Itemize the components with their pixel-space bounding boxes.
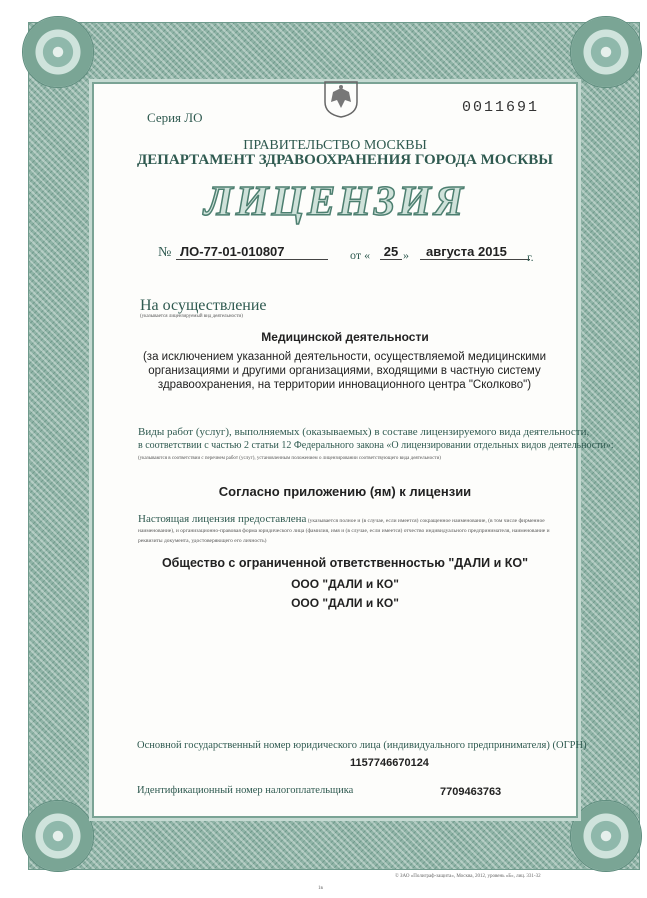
corner-rosette (570, 800, 642, 872)
works-hint: (указываются в соответствии с перечнем работ (услуг), установленным положением о лицензировании соответствующего вида деятельности) (138, 456, 441, 461)
number-sign: № (158, 245, 172, 260)
corner-rosette (570, 16, 642, 88)
activity-label: На осуществление (140, 297, 267, 314)
department-title: ДЕПАРТАМЕНТ ЗДРАВООХРАНЕНИЯ ГОРОДА МОСКВЫ (136, 152, 554, 168)
form-number: 0011691 (462, 99, 540, 116)
government-title: ПРАВИТЕЛЬСТВО МОСКВЫ (243, 138, 427, 153)
ogrn-value: 1157746670124 (350, 757, 429, 769)
license-month-year: августа 2015 (420, 244, 530, 260)
from-label: от « (350, 248, 371, 262)
year-suffix: г. (527, 250, 534, 264)
license-number: ЛО-77-01-010807 (176, 244, 328, 260)
page-mark: 1в (318, 886, 323, 891)
company-brand-name: ООО "ДАЛИ и КО" (291, 596, 399, 610)
activity-name: Медицинской деятельности (261, 330, 429, 344)
document-title: ЛИЦЕНЗИЯ (204, 179, 466, 225)
inn-label: Идентификационный номер налогоплательщика (137, 785, 354, 796)
series-label: Серия ЛО (147, 110, 203, 125)
corner-rosette (22, 800, 94, 872)
ogrn-label: Основной государственный номер юридического лица (индивидуального предпринимателя) (ОГРН) (137, 740, 587, 751)
works-value: Согласно приложению (ям) к лицензии (218, 484, 472, 499)
granted-hint: (указывается полное и (в случае, если имеется) сокращенное наименование, (в том числе фирменное наименование), и организационно-правовая форма юридического лица (фамилия, имя и (в случае, если имеется) отчество индивидуального предпринимателя, наименование и реквизиты документа, удостоверяющего его личность) (138, 518, 550, 544)
activity-exception: (за исключением указанной деятельности, осуществляемой медицинскими организациями и другими организациями, входящими в частную систему здравоохранения, на территории инновационного центра "Сколково") (142, 351, 547, 391)
coat-of-arms-emblem (323, 78, 359, 118)
works-text-2: в соответствии с частью 2 статьи 12 Федерального закона «О лицензировании отдельных видов деятельности»: (138, 440, 614, 451)
corner-rosette (22, 16, 94, 88)
inn-value: 7709463763 (440, 786, 502, 798)
close-quote: » (403, 248, 409, 262)
granted-hint-block (138, 514, 563, 546)
license-day: 25 (380, 244, 402, 260)
company-full-name: Общество с ограниченной ответственностью "ДАЛИ и КО" (161, 556, 529, 570)
activity-hint: (указывается лицензируемый вид деятельности) (140, 314, 243, 319)
works-text-1: Виды работ (услуг), выполняемых (оказываемых) в составе лицензируемого вида деятельности, (138, 426, 590, 438)
granted-label: Настоящая лицензия предоставлена (138, 513, 307, 525)
company-short-name: ООО "ДАЛИ и КО" (291, 577, 399, 591)
printer-info: © ЗАО «Полиграф-защита», Москва, 2012, уровень «Б», лиц. 331-32 (395, 874, 541, 879)
